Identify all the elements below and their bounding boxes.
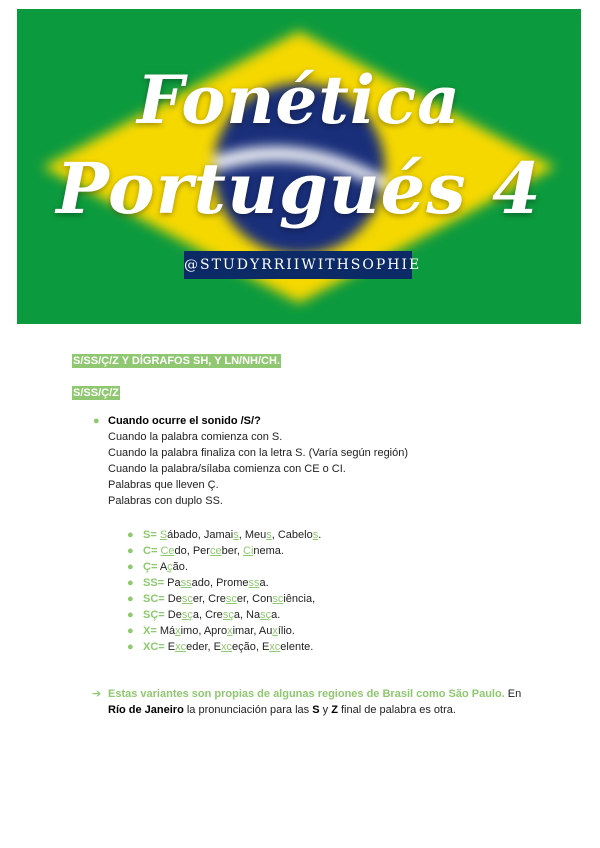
rule-line: Cuando la palabra/sílaba comienza con CE o CI.: [108, 463, 346, 475]
example-word-part: .: [318, 529, 322, 541]
example-word-part: , Meu: [238, 529, 267, 541]
highlighted-letters: S: [159, 529, 168, 541]
bullet-icon: ●: [93, 415, 100, 427]
note-text-part: la pronunciación para las: [183, 704, 313, 716]
example-word-part: ábado, Jamai: [167, 529, 234, 541]
subsection-heading: [72, 383, 120, 401]
example-word-part: eder, E: [186, 641, 221, 653]
highlighted-letters: s: [233, 529, 239, 541]
highlighted-letters: sc: [181, 593, 193, 605]
bullet-icon: ●: [127, 545, 134, 557]
example-word-part: a, Cre: [192, 609, 223, 621]
example-word-part: De: [164, 609, 182, 621]
bullet-icon: ●: [127, 561, 134, 573]
example-label: Ç=: [143, 561, 158, 573]
rule-line: Cuando la palabra finaliza con la letra S. (Varía según región): [108, 447, 409, 459]
cover-banner: [17, 9, 581, 324]
arrow-right-icon: ➔: [92, 688, 102, 700]
highlighted-letters: sç: [260, 609, 272, 621]
note-text: [108, 686, 538, 718]
highlighted-letters: xc: [175, 641, 187, 653]
example-text: [143, 623, 295, 639]
highlighted-letters: x: [175, 625, 181, 637]
example-word-part: a, Na: [233, 609, 261, 621]
example-word-part: ão.: [172, 561, 188, 573]
example-word-part: Pa: [164, 577, 181, 589]
example-word-part: A: [157, 561, 168, 573]
note-bold-s: S: [312, 704, 320, 716]
example-text: [143, 527, 321, 543]
note-text-part: y: [319, 704, 332, 716]
rule-line: Palabras que lleven Ç.: [108, 479, 219, 491]
highlighted-letters: x: [272, 625, 278, 637]
example-word-part: E: [164, 641, 176, 653]
highlighted-letters: s: [312, 529, 319, 541]
example-text: [143, 543, 284, 559]
highlighted-letters: ss: [248, 577, 260, 589]
rule-line: Palabras con duplo SS.: [108, 495, 223, 507]
example-word-part: do, Per: [174, 545, 210, 557]
example-text: [143, 575, 269, 591]
author-handle: @STUDYRRIIWITHSOPHIE: [184, 251, 412, 279]
cover-title-line2: Portugués 4: [56, 147, 542, 230]
example-text: [143, 607, 280, 623]
note-green-text: Estas variantes son propias de algunas regiones de Brasil como São Paulo.: [108, 688, 505, 700]
example-word-part: elente.: [280, 641, 314, 653]
subsection-heading-text: S/SS/Ç/Z: [73, 387, 119, 399]
example-label: SS=: [143, 577, 165, 589]
example-word-part: iência,: [283, 593, 316, 605]
note-text-part: final de palabra es otra.: [337, 704, 456, 716]
note-text-part: En: [504, 688, 522, 700]
bullet-icon: ●: [127, 641, 134, 653]
example-word-part: imar, Au: [232, 625, 273, 637]
bullet-icon: ●: [127, 609, 134, 621]
example-text: [143, 591, 315, 607]
example-word-part: ado, Prome: [191, 577, 249, 589]
main-question: Cuando ocurre el sonido /S/?: [108, 415, 261, 427]
highlighted-letters: sç: [222, 609, 234, 621]
highlighted-letters: xc: [220, 641, 232, 653]
highlighted-letters: s: [266, 529, 272, 541]
example-word-part: er, Con: [236, 593, 273, 605]
example-word-part: nema.: [253, 545, 284, 557]
example-label: C=: [143, 545, 158, 557]
note-bold-z: Z: [331, 704, 338, 716]
highlighted-letters: Ci: [243, 545, 254, 557]
bullet-icon: ●: [127, 593, 134, 605]
example-label: SC=: [143, 593, 165, 605]
highlighted-letters: ss: [180, 577, 192, 589]
example-word-part: De: [164, 593, 182, 605]
example-word-part: , Cabelo: [271, 529, 313, 541]
cover-title-line1: Fonética: [137, 61, 461, 139]
bullet-icon: ●: [127, 529, 134, 541]
example-word-part: a.: [271, 609, 281, 621]
example-text: [143, 639, 313, 655]
rule-line: Cuando la palabra comienza con S.: [108, 431, 283, 443]
note-bold-rio: Río de Janeiro: [108, 704, 184, 716]
example-label: X=: [143, 625, 157, 637]
highlighted-letters: Ce: [160, 545, 175, 557]
example-word-part: er, Cre: [192, 593, 226, 605]
example-word-part: eção, E: [231, 641, 270, 653]
example-label: SÇ=: [143, 609, 165, 621]
section-heading: [72, 351, 281, 369]
bullet-icon: ●: [127, 625, 134, 637]
highlighted-letters: sç: [181, 609, 193, 621]
highlighted-letters: ç: [167, 561, 173, 573]
highlighted-letters: ce: [209, 545, 222, 557]
section-heading-text: S/SS/Ç/Z Y DÍGRAFOS SH, Y LN/NH/CH.: [73, 355, 281, 367]
highlighted-letters: sc: [225, 593, 237, 605]
highlighted-letters: x: [227, 625, 233, 637]
example-word-part: a.: [259, 577, 269, 589]
highlighted-letters: xc: [269, 641, 281, 653]
example-text: [143, 559, 188, 575]
example-word-part: imo, Apro: [180, 625, 228, 637]
highlighted-letters: sc: [272, 593, 284, 605]
example-word-part: Má: [156, 625, 176, 637]
bullet-icon: ●: [127, 577, 134, 589]
example-label: S=: [143, 529, 157, 541]
example-word-part: ber,: [221, 545, 243, 557]
example-word-part: ílio.: [277, 625, 295, 637]
example-label: XC=: [143, 641, 165, 653]
